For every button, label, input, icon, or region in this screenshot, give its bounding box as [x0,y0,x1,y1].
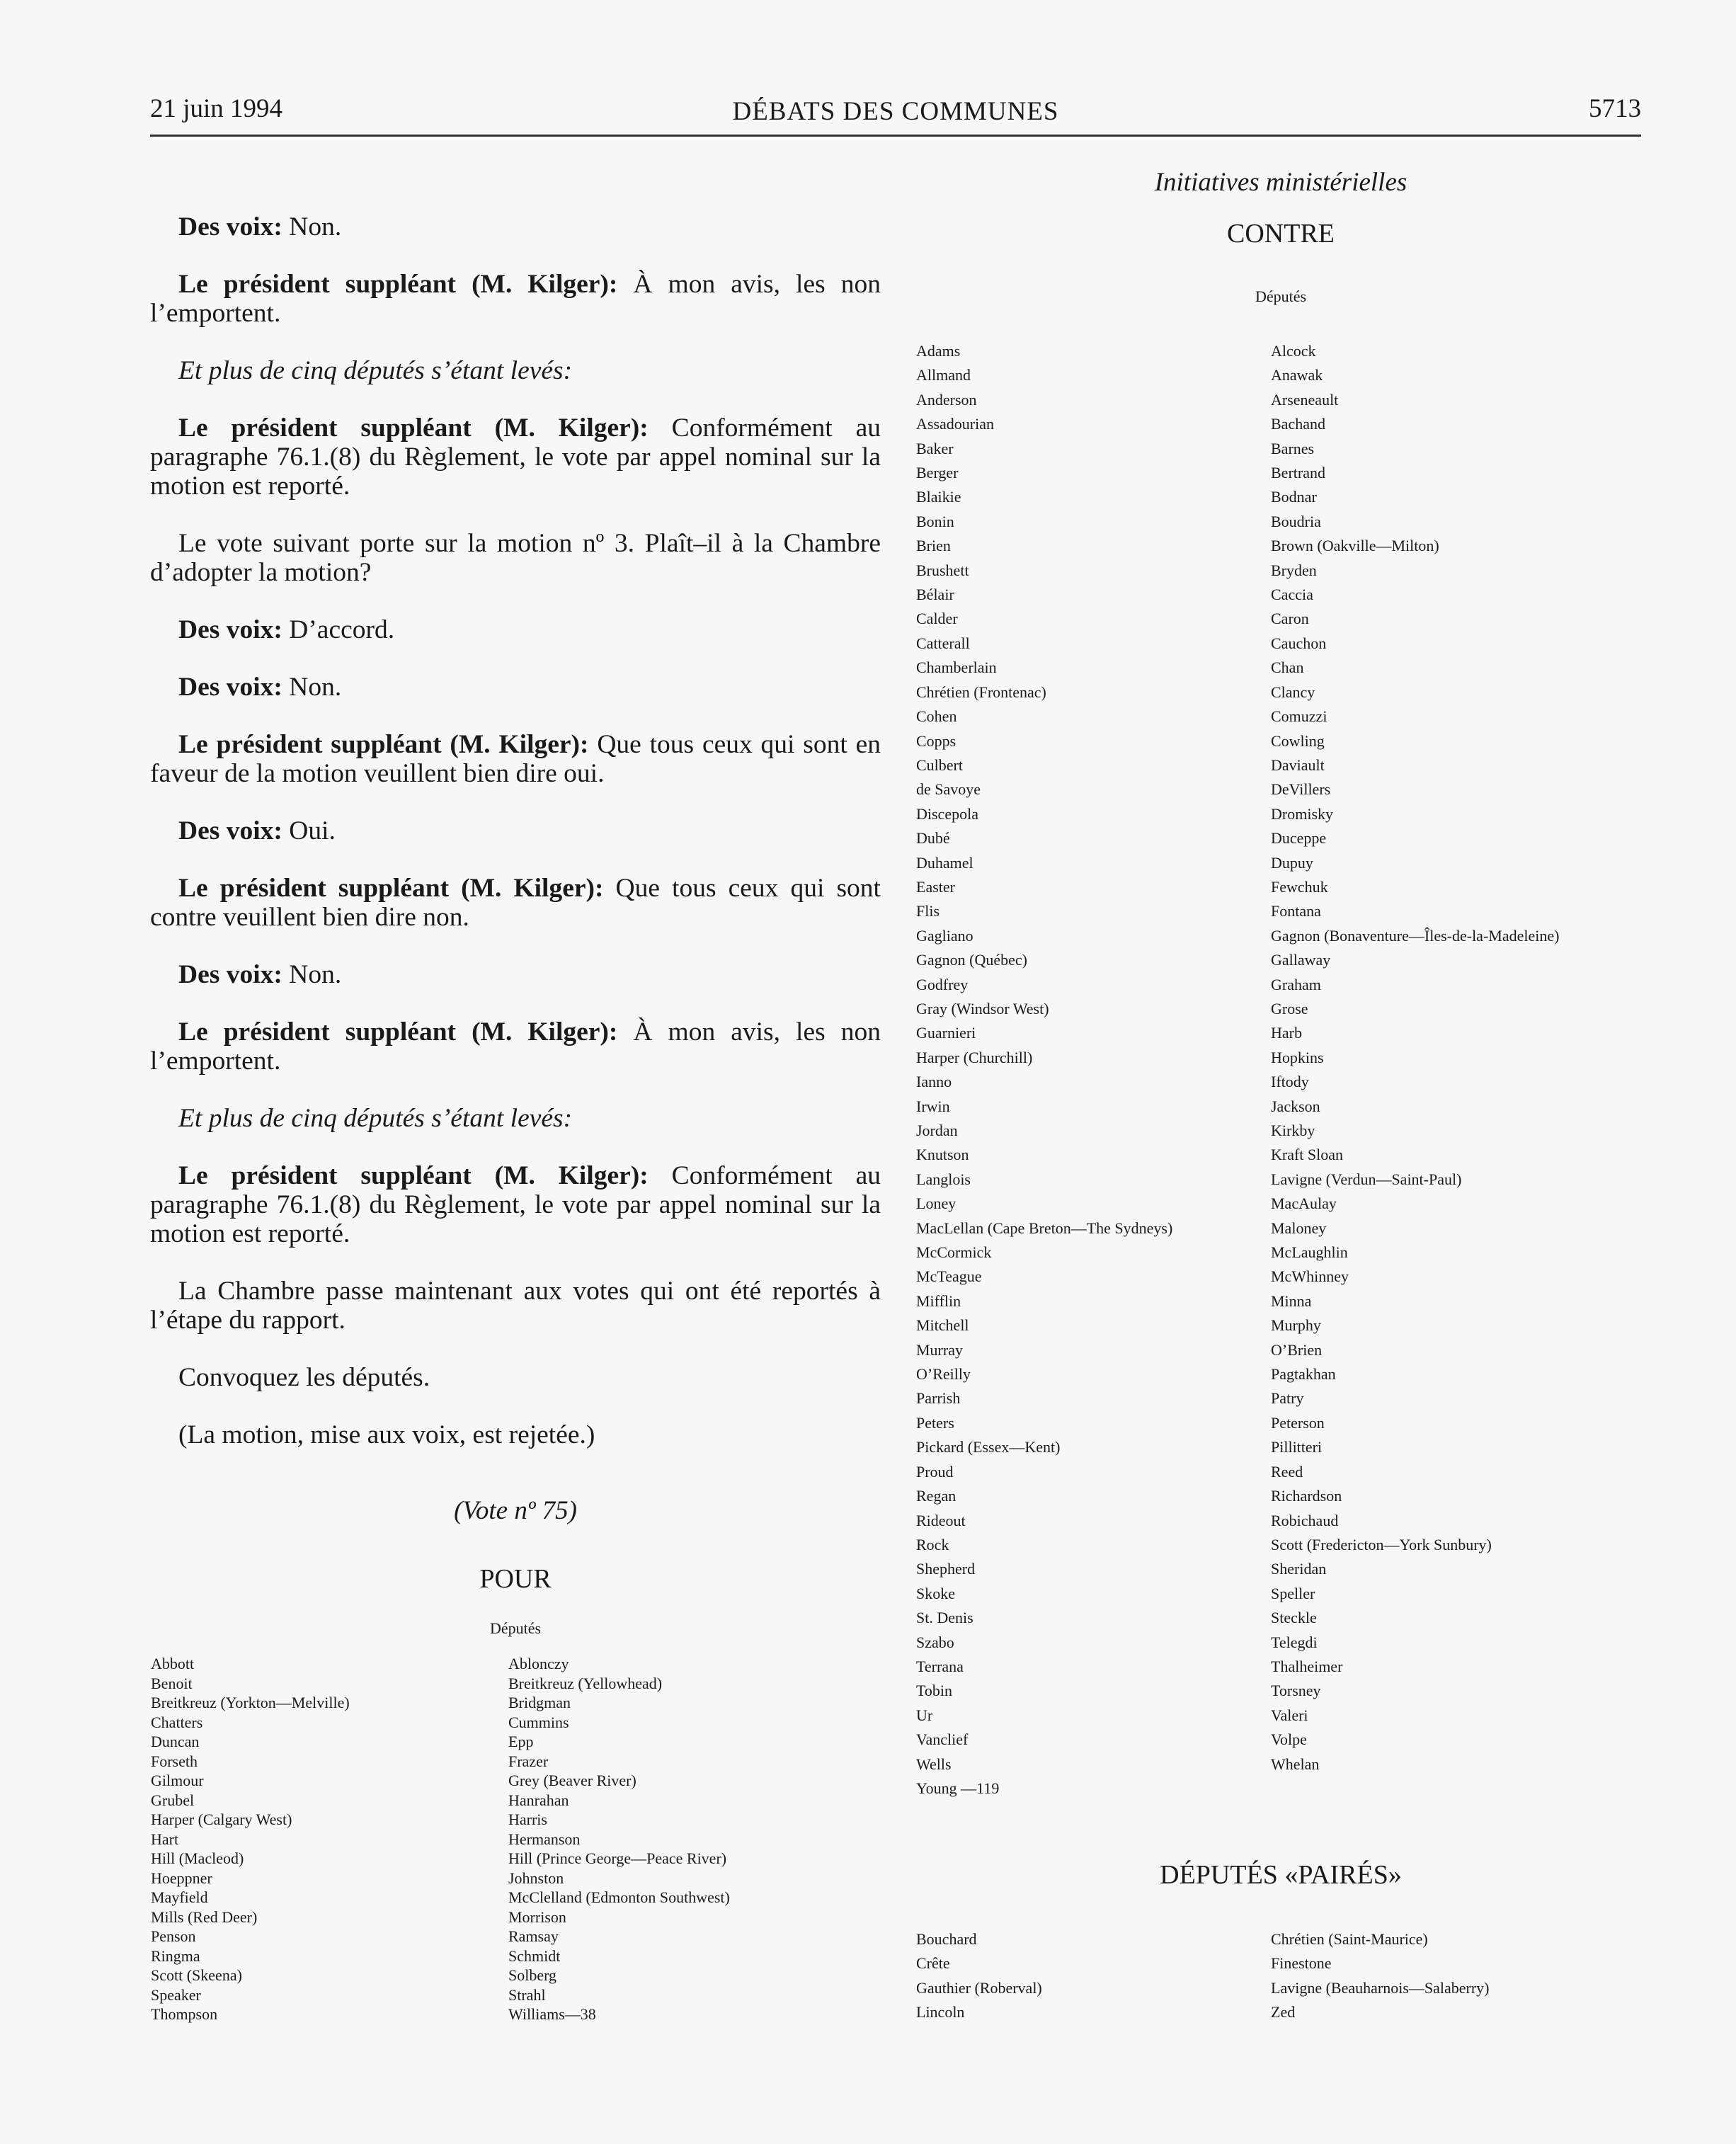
member-name: Alcock [1271,342,1316,360]
member-name: Kirkby [1271,1122,1315,1139]
paragraph-text: Convoquez les députés. [178,1363,430,1392]
debate-paragraph [150,960,881,989]
paragraph-text: Le vote suivant porte sur la motion nº 3. Plaît–il à la Chambre d’adopter la motion? [150,529,881,587]
member-name: Copps [916,731,956,750]
member-name: Bridgman [508,1694,571,1711]
member-name: Ianno [916,1073,952,1091]
member-name: Whelan [1271,1755,1320,1773]
member-name: Lincoln [916,2003,965,2022]
member-name: Lavigne (Verdun—Saint-Paul) [1271,1170,1462,1188]
member-name: Mayfield [151,1888,208,1906]
member-name: Jackson [1271,1097,1320,1115]
member-name: Mitchell [916,1316,969,1335]
member-name: Cowling [1271,731,1325,750]
member-name: Steckle [1271,1609,1317,1627]
speaker-name: Des voix: [178,816,282,845]
member-name: Chatters [151,1713,203,1731]
member-name: Thompson [151,2005,218,2023]
member-name: Maloney [1271,1219,1327,1237]
member-name: Knutson [916,1146,969,1164]
member-name: Harper (Calgary West) [151,1811,292,1828]
member-name: Shepherd [916,1560,976,1578]
member-name: Easter [916,877,955,896]
member-name: Torsney [1271,1682,1321,1700]
debate-text [150,212,881,1478]
member-name: Zed [1271,2003,1296,2022]
member-name: Graham [1271,975,1321,993]
member-name: Hill (Macleod) [151,1849,244,1867]
pour-title: POUR [479,1564,552,1594]
speaker-name: Le président suppléant (M. Kilger): [178,874,604,903]
member-name: Szabo [916,1633,954,1651]
member-name: Duceppe [1271,829,1327,848]
member-name: Assadourian [916,415,994,433]
member-name: Flis [916,902,940,920]
member-name: Irwin [916,1097,950,1115]
member-name: Reed [1271,1462,1303,1481]
member-name: Forseth [151,1752,198,1770]
paragraph-text: Non. [282,673,342,702]
member-name: Hanrahan [508,1791,569,1809]
member-name: Hill (Prince George—Peace River) [508,1849,727,1867]
member-name: de Savoye [916,780,981,799]
member-name: McLaughlin [1271,1243,1348,1262]
member-name: Finestone [1271,1954,1332,1973]
member-name: McClelland (Edmonton Southwest) [508,1888,730,1906]
header-title: DÉBATS DES COMMUNES [732,97,1059,126]
speaker-name: Le président suppléant (M. Kilger): [178,270,618,299]
member-name: Gagliano [916,926,973,945]
member-name: Abbott [151,1655,195,1672]
member-name: Anawak [1271,366,1323,384]
member-name: Frazer [508,1752,549,1770]
member-name: Robichaud [1271,1511,1339,1529]
speaker-name: Le président suppléant (M. Kilger): [178,414,649,443]
member-name: Morrison [508,1908,566,1926]
member-name: Jordan [916,1122,958,1139]
debate-paragraph [150,1161,881,1248]
debate-paragraph [150,270,881,328]
member-name: Thalheimer [1271,1657,1343,1675]
member-name: Epp [508,1733,534,1750]
member-name: Vanclief [916,1730,969,1749]
member-name: Ringma [151,1946,200,1965]
member-name: Bodnar [1271,488,1317,506]
member-name: Tobin [916,1682,953,1700]
member-name: Hart [151,1830,179,1848]
paragraph-text: D’accord. [282,615,395,644]
member-name: Duhamel [916,853,973,872]
debate-paragraph [150,1420,881,1449]
member-name: Rideout [916,1511,966,1529]
member-name: Dromisky [1271,804,1333,823]
member-name: Strahl [508,1985,546,2004]
member-name: Hopkins [1271,1048,1324,1066]
member-name: Grey (Beaver River) [508,1772,636,1789]
member-name: Peters [916,1413,954,1432]
member-name: MacLellan (Cape Breton—The Sydneys) [916,1219,1173,1237]
member-name: Williams—38 [508,2005,596,2023]
member-name: Wells [916,1755,952,1773]
member-name: Daviault [1271,755,1325,774]
member-name: Harb [1271,1024,1302,1042]
member-name: Cummins [508,1713,569,1731]
member-name: Pickard (Essex—Kent) [916,1438,1061,1456]
member-name: Boudria [1271,512,1321,530]
member-name: Discepola [916,804,978,823]
paragraph-text: Et plus de cinq députés s’étant levés: [178,1104,573,1133]
member-name: Clancy [1271,683,1315,701]
member-name: DeVillers [1271,780,1331,799]
member-name: Brien [916,537,951,555]
member-name: Anderson [916,390,977,409]
debate-paragraph [150,673,881,702]
contre-list-col2 [1271,339,1559,1777]
member-name: Baker [916,439,954,457]
paires-list-col1 [916,1927,1042,2025]
section-heading: Initiatives ministérielles [1154,168,1407,197]
member-name: Breitkreuz (Yellowhead) [508,1674,663,1692]
speaker-name: Des voix: [178,960,282,989]
member-name: Fontana [1271,902,1321,920]
speaker-name: Des voix: [178,615,282,644]
pour-list-col2 [508,1654,730,2024]
member-name: Lavigne (Beauharnois—Salaberry) [1271,1978,1490,1997]
member-name: Valeri [1271,1706,1308,1724]
member-name: Gagnon (Québec) [916,951,1027,969]
member-name: Cohen [916,707,957,726]
speaker-name: Des voix: [178,212,282,241]
member-name: Bertrand [1271,464,1325,482]
paragraph-text: À mon avis, les non l’emportent. [150,1017,881,1076]
paragraph-text: Que tous ceux qui sont en faveur de la motion veuillent bien dire oui. [150,730,881,788]
member-name: Grose [1271,999,1308,1017]
page-header [150,89,1641,137]
page-number: 5713 [1589,94,1641,123]
member-name: Volpe [1271,1730,1307,1749]
debate-paragraph [150,730,881,788]
member-name: Calder [916,610,958,628]
member-name: Sheridan [1271,1560,1327,1578]
member-name: Grubel [151,1791,195,1809]
member-name: Terrana [916,1657,964,1675]
paragraph-text: Que tous ceux qui sont contre veuillent bien dire non. [150,874,881,932]
member-name: McWhinney [1271,1267,1349,1286]
member-name: Regan [916,1487,956,1505]
member-name: Godfrey [916,975,969,993]
member-name: Guarnieri [916,1024,976,1042]
member-name: Chamberlain [916,658,997,677]
member-name: Iftody [1271,1073,1309,1091]
member-name: Gagnon (Bonaventure—Îles-de-la-Madeleine) [1271,926,1560,945]
member-name: Speaker [151,1985,201,2004]
member-name: MacAulay [1271,1194,1337,1213]
member-name: Murray [916,1340,963,1359]
member-name: Gauthier (Roberval) [916,1978,1042,1997]
member-name: Richardson [1271,1487,1342,1505]
debate-paragraph [150,1017,881,1076]
member-name: Benoit [151,1674,193,1692]
member-name: St. Denis [916,1609,973,1627]
member-name: Harris [508,1811,547,1828]
paragraph-text: Oui. [282,816,336,845]
paires-list-col2 [1271,1927,1490,2025]
member-name: Comuzzi [1271,707,1327,726]
member-name: Pillitteri [1271,1438,1323,1456]
member-name: Solberg [508,1966,557,1984]
paragraph-text: Non. [282,960,342,989]
member-name: Brown (Oakville—Milton) [1271,537,1439,555]
member-name: Mills (Red Deer) [151,1908,258,1926]
member-name: Catterall [916,634,970,652]
member-name: Murphy [1271,1316,1321,1335]
member-name: McTeague [916,1267,982,1286]
speaker-name: Des voix: [178,673,282,702]
debate-paragraph [150,615,881,644]
member-name: Parrish [916,1389,961,1408]
member-name: Breitkreuz (Yorkton—Melville) [151,1694,350,1711]
member-name: Mifflin [916,1291,961,1310]
member-name: Telegdi [1271,1633,1318,1651]
debate-paragraph [150,816,881,845]
member-name: Gallaway [1271,951,1331,969]
member-name: Loney [916,1194,956,1213]
member-name: Duncan [151,1733,200,1750]
member-name: Bélair [916,586,954,604]
member-name: Harper (Churchill) [916,1048,1033,1066]
member-name: Gilmour [151,1772,204,1789]
member-name: Caccia [1271,586,1313,604]
contre-title: CONTRE [1227,219,1335,249]
member-name: Patry [1271,1389,1304,1408]
paires-title: DÉPUTÉS «PAIRÉS» [1160,1860,1402,1890]
member-name: Berger [916,464,959,482]
member-name: Rock [916,1535,949,1553]
member-name: Culbert [916,755,963,774]
member-name: Minna [1271,1291,1312,1310]
debate-paragraph [150,356,881,385]
member-name: Scott (Skeena) [151,1966,242,1984]
member-name: Johnston [508,1869,564,1887]
member-name: McCormick [916,1243,992,1262]
member-name: Bonin [916,512,954,530]
member-name: Chan [1271,658,1304,677]
member-name: Hoeppner [151,1869,212,1887]
member-name: Young —119 [916,1779,1000,1797]
paragraph-text: (La motion, mise aux voix, est rejetée.) [178,1420,595,1449]
paragraph-text: Conformément au paragraphe 76.1.(8) du Règlement, le vote par appel nominal sur la motion est reporté. [150,414,881,501]
member-name: Peterson [1271,1413,1325,1432]
member-name: Proud [916,1462,954,1481]
speaker-name: Le président suppléant (M. Kilger): [178,1161,649,1190]
member-name: O’Reilly [916,1365,971,1384]
paragraph-text: À mon avis, les non l’emportent. [150,270,881,328]
speaker-name: Le président suppléant (M. Kilger): [178,730,589,759]
member-name: Speller [1271,1584,1315,1602]
member-name: Ramsay [508,1927,559,1945]
pour-sub-label: Députés [489,1619,542,1637]
member-name: Cauchon [1271,634,1327,652]
debate-paragraph [150,874,881,932]
member-name: Schmidt [508,1946,561,1965]
debate-paragraph [150,1363,881,1392]
member-name: Ablonczy [508,1655,569,1672]
debate-paragraph [150,1277,881,1335]
paragraph-text: La Chambre passe maintenant aux votes qui ont été reportés à l’étape du rapport. [150,1277,881,1335]
member-name: Chrétien (Saint-Maurice) [1271,1930,1428,1948]
member-name: O’Brien [1271,1340,1323,1359]
member-name: Barnes [1271,439,1315,457]
debate-paragraph [150,212,881,241]
member-name: Bachand [1271,415,1325,433]
member-name: Ur [916,1706,933,1724]
vote-label: (Vote nº 75) [454,1496,577,1525]
member-name: Scott (Fredericton—York Sunbury) [1271,1535,1492,1553]
paragraph-text: Et plus de cinq députés s’étant levés: [178,356,573,385]
member-name: Crête [916,1954,950,1973]
member-name: Hermanson [508,1830,581,1848]
pour-list-col1 [151,1654,350,2024]
member-name: Adams [916,342,961,360]
member-name: Skoke [916,1584,955,1602]
header-date: 21 juin 1994 [150,94,283,123]
paragraph-text: Conformément au paragraphe 76.1.(8) du Règlement, le vote par appel nominal sur la motion est reporté. [150,1161,881,1248]
debate-paragraph [150,529,881,587]
member-name: Chrétien (Frontenac) [916,683,1046,701]
member-name: Arseneault [1271,390,1339,409]
member-name: Fewchuk [1271,877,1328,896]
member-name: Bouchard [916,1930,977,1948]
contre-list-col1 [916,339,1172,1801]
debate-paragraph [150,1104,881,1133]
member-name: Blaikie [916,488,961,506]
member-name: Allmand [916,366,971,384]
member-name: Dupuy [1271,853,1313,872]
member-name: Bryden [1271,561,1317,579]
speaker-name: Le président suppléant (M. Kilger): [178,1017,618,1047]
member-name: Gray (Windsor West) [916,999,1049,1017]
member-name: Pagtakhan [1271,1365,1336,1384]
paragraph-text: Non. [282,212,342,241]
member-name: Dubé [916,829,950,848]
member-name: Kraft Sloan [1271,1146,1344,1164]
debate-paragraph [150,414,881,501]
member-name: Brushett [916,561,969,579]
member-name: Caron [1271,610,1309,628]
member-name: Langlois [916,1170,971,1188]
member-name: Penson [151,1927,196,1945]
contre-sub-label: Députés [1255,287,1307,305]
